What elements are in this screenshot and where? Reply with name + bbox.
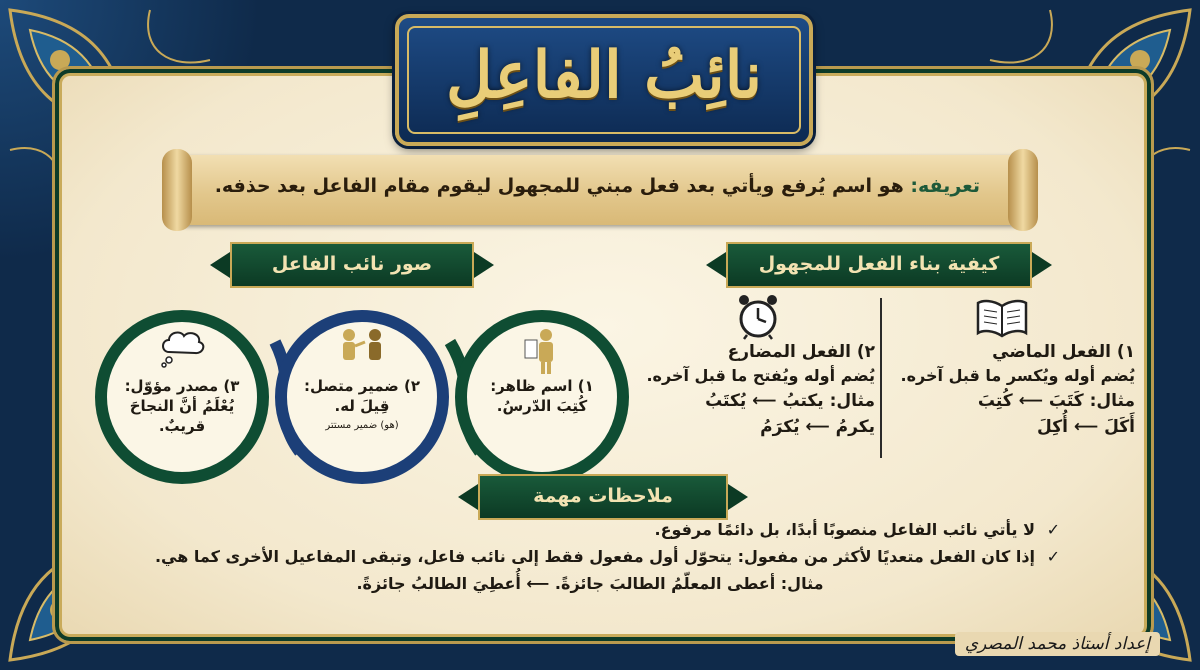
- title-plaque: [395, 14, 813, 146]
- form-2-line3: (هو) ضمير مستتر: [325, 420, 399, 431]
- form-2-line2: قِيلَ له.: [334, 397, 390, 415]
- page-title: نائِبُ الفاعِلِ: [445, 38, 763, 113]
- two-people-icon: [337, 328, 387, 372]
- present-heading: ٢) الفعل المضارع: [727, 342, 875, 362]
- definition-body: هو اسم يُرفع ويأتي بعد فعل مبني للمجهول ليقوم مقام الفاعل بعد حذفه.: [214, 175, 904, 197]
- past-verb-column: [900, 342, 1135, 437]
- note-example: مثال: أعطى المعلّمُ الطالبَ جائزةً. ⟵ أُعطِيَ الطالبُ جائزةً.: [356, 574, 824, 593]
- person-reading-icon: [522, 328, 562, 374]
- check-icon: ✓: [1046, 520, 1060, 539]
- past-heading: ١) الفعل الماضي: [992, 342, 1135, 362]
- column-divider: [880, 298, 882, 458]
- present-verb-column: [640, 342, 875, 437]
- note-item-1: [120, 520, 1060, 539]
- form-3-line3: قريبٌ.: [158, 417, 206, 435]
- thought-cloud-icon: [157, 328, 207, 368]
- note-2-text: إذا كان الفعل متعديًا لأكثر من مفعول: يتحوّل أول مفعول فقط إلى نائب فاعل، وتبقى المفاعيل الأخرى كما هي.: [154, 547, 1036, 566]
- definition-text: [214, 175, 980, 197]
- form-3-line2: يُعْلَمُ أنَّ النجاحَ: [129, 397, 235, 415]
- form-circle-1: [455, 310, 629, 484]
- book-icon: [975, 298, 1029, 338]
- note-1-text: لا يأتي نائب الفاعل منصوبًا أبدًا، بل دائمًا مرفوع.: [654, 520, 1036, 539]
- past-example-2: أَكَلَ ⟵ أُكِلَ: [1037, 417, 1135, 437]
- present-example-1: مثال: يكتبُ ⟵ يُكتَبُ: [705, 391, 875, 411]
- note-item-2: [120, 547, 1060, 566]
- clock-icon: [735, 292, 781, 340]
- form-2-line1: ٢) ضمير متصل:: [303, 377, 421, 395]
- present-rule: يُضم أوله ويُفتح ما قبل آخره.: [646, 366, 875, 385]
- notes-list: [120, 520, 1060, 593]
- past-example-1: مثال: كَتَبَ ⟵ كُتِبَ: [977, 391, 1135, 411]
- definition-label: تعريفه:: [910, 175, 980, 197]
- build-heading: كيفية بناء الفعل للمجهول: [726, 242, 1032, 288]
- forms-heading: صور نائب الفاعل: [230, 242, 474, 288]
- notes-heading: ملاحظات مهمة: [478, 474, 728, 520]
- form-circle-3: [95, 310, 269, 484]
- past-rule: يُضم أوله ويُكسر ما قبل آخره.: [900, 366, 1135, 385]
- present-example-2: يكرمُ ⟵ يُكرَمُ: [760, 417, 875, 437]
- check-icon: ✓: [1046, 547, 1060, 566]
- definition-scroll: [180, 155, 1020, 225]
- form-1-line2: كُتِبَ الدّرسُ.: [496, 397, 588, 415]
- form-1-line1: ١) اسم ظاهر:: [490, 377, 594, 395]
- author-signature: إعداد أستاذ محمد المصري: [955, 632, 1160, 656]
- form-3-line1: ٣) مصدر مؤوّل:: [124, 377, 240, 395]
- form-circle-2: [275, 310, 449, 484]
